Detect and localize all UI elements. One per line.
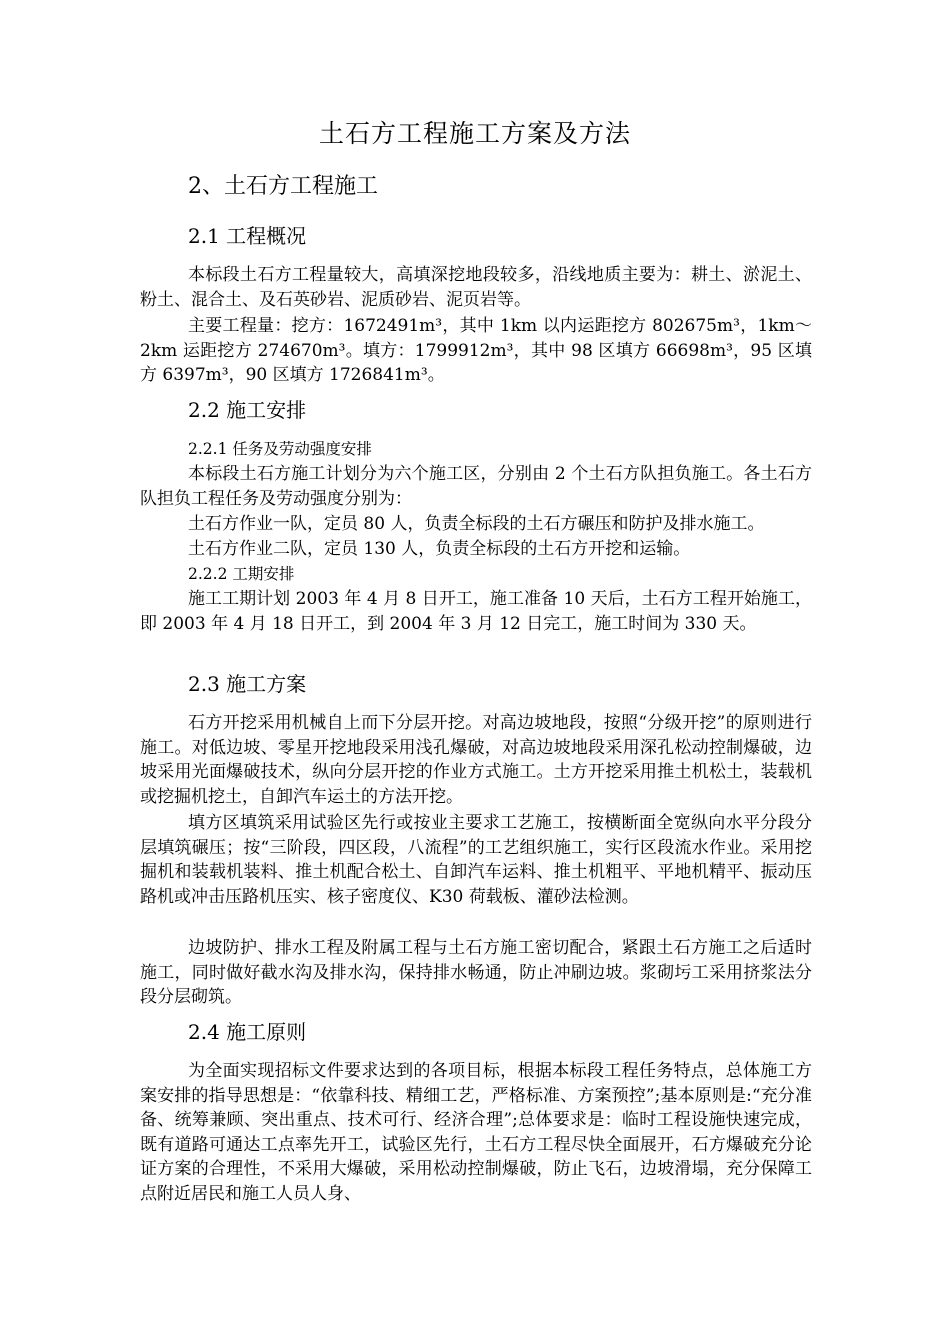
document-title: 土石方工程施工方案及方法 [318,119,631,148]
paragraph-overview: 本标段土石方工程量较大，高填深挖地段较多，沿线地质主要为：耕土、淤泥土、粉土、混合土、及石英砂岩、泥质砂岩、泥页岩等。 [140,265,812,310]
section-heading-2: 2、土石方工程施工 [188,174,378,199]
subsection-heading-2-2-2: 2.2.2 工期安排 [188,565,295,583]
paragraph-team-one: 土石方作业一队，定员 80 人，负责全标段的土石方碾压和防护及排水施工。 [188,514,765,534]
subsection-heading-2-2-1: 2.2.1 任务及劳动强度安排 [188,440,372,458]
paragraph-excavation: 石方开挖采用机械自上而下分层开挖。对高边坡地段，按照“分级开挖”的原则进行施工。对低边坡、零星开挖地段采用浅孔爆破，对高边坡地段采用深孔松动控制爆破，边坡采用光面爆破技术，纵向分层开挖的作业方式施工。土方开挖采用推土机松土，装载机或挖掘机挖土，自卸汽车运土的方法开挖。 [140,713,812,807]
section-heading-2-4: 2.4 施工原则 [188,1020,307,1044]
paragraph-slope-protection: 边坡防护、排水工程及附属工程与土石方施工密切配合，紧跟土石方施工之后适时施工，同时做好截水沟及排水沟，保持排水畅通，防止冲刷边坡。浆砌圬工采用挤浆法分段分层砌筑。 [140,938,812,1008]
paragraph-filling: 填方区填筑采用试验区先行或按业主要求工艺施工，按横断面全宽纵向水平分段分层填筑碾压；按“三阶段，四区段，八流程”的工艺组织施工，实行区段流水作业。采用挖掘机和装载机装料、推土机配合松土、自卸汽车运料、推土机粗平、平地机精平、振动压路机或冲击压路机压实、核子密度仪、K30 荷载板、灌砂法检测。 [140,813,812,907]
paragraph-schedule: 施工工期计划 2003 年 4 月 8 日开工，施工准备 10 天后，土石方工程开始施工，即 2003 年 4 月 18 日开工，到 2004 年 3 月 12 日完工，施工时间为 330 天。 [140,589,812,634]
section-heading-2-1: 2.1 工程概况 [188,224,307,248]
section-heading-2-2: 2.2 施工安排 [188,398,307,422]
paragraph-team-two: 土石方作业二队，定员 130 人，负责全标段的土石方开挖和运输。 [188,539,691,559]
paragraph-quantities: 主要工程量：挖方：1672491m³，其中 1km 以内运距挖方 802675m³，1km～2km 运距挖方 274670m³。填方：1799912m³，其中 98 区填方 66698m³，95 区填方 6397m³，90 区填方 1726841m³。 [140,316,812,386]
section-heading-2-3: 2.3 施工方案 [188,672,307,696]
paragraph-task-plan: 本标段土石方施工计划分为六个施工区，分别由 2 个土石方队担负施工。各土石方队担负工程任务及劳动强度分别为： [140,464,812,509]
paragraph-principles: 为全面实现招标文件要求达到的各项目标，根据本标段工程任务特点，总体施工方案安排的指导思想是：“依靠科技、精细工艺，严格标准、方案预控”;基本原则是:“充分准备、统筹兼顾、突出重点、技术可行、经济合理”;总体要求是：临时工程设施快速完成，既有道路可通达工点率先开工，试验区先行，土石方工程尽快全面展开，石方爆破充分论证方案的合理性，不采用大爆破，采用松动控制爆破，防止飞石，边坡滑塌，充分保障工点附近居民和施工人员人身、 [140,1061,812,1204]
